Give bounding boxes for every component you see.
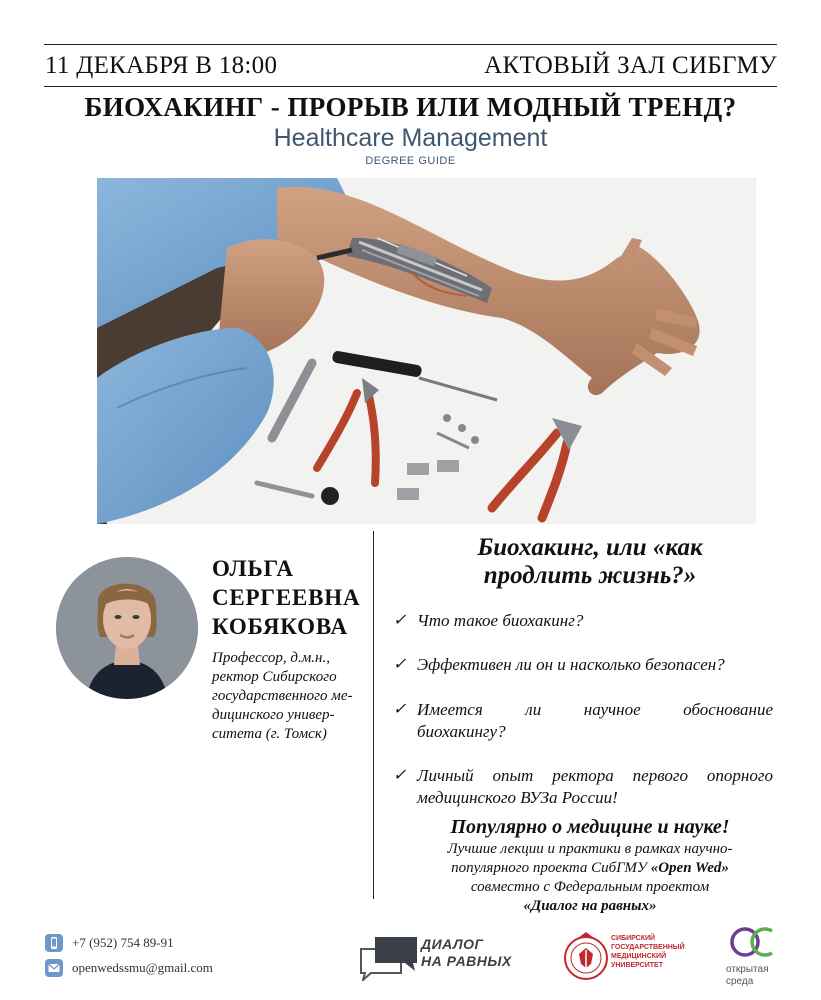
speaker-bio-line: Профессор, д.м.н.,: [212, 650, 330, 666]
event-date: 11 ДЕКАБРЯ В 18:00: [45, 52, 278, 79]
speaker-bio-line: дицинского универ-: [212, 707, 335, 723]
watermark-title: Healthcare Management: [273, 124, 548, 152]
question-text: Что такое биохакинг?: [417, 611, 584, 630]
check-icon: ✓: [393, 656, 407, 673]
subtext-line: Лучшие лекции и практики в рамках научно-: [447, 841, 733, 857]
column-divider: [373, 531, 374, 899]
speaker-bio-line: ситета (г. Томск): [212, 726, 327, 742]
project-name: «Open Wed»: [650, 860, 729, 876]
event-venue: АКТОВЫЙ ЗАЛ СИБГМУ: [484, 52, 777, 79]
question-text: Личный опыт ректора первого опорного: [417, 766, 773, 785]
header-bottom-rule: [44, 86, 777, 87]
speaker-name-last: КОБЯКОВА: [212, 614, 348, 639]
email-address[interactable]: openwedssmu@gmail.com: [72, 960, 213, 975]
biohacking-photo: [97, 178, 756, 524]
subtext-line: совместно с Федеральным проектом: [470, 879, 710, 895]
speaker-name-patronymic: СЕРГЕЕВНА: [212, 585, 361, 610]
question-item: [393, 654, 773, 676]
open-environment-line1: открытая: [726, 964, 769, 975]
talk-title-line: продлить жизнь?»: [483, 562, 697, 589]
check-icon: ✓: [393, 701, 407, 718]
mail-icon: [45, 959, 63, 977]
open-environment-rings-icon: [728, 922, 778, 962]
speaker-name-first: ОЛЬГА: [212, 556, 294, 581]
subtext-line: [380, 859, 800, 878]
dialog-logo: [357, 933, 527, 985]
subtext-part: популярного проекта СибГМУ: [451, 860, 647, 876]
question-text: Имеется ли научное обоснование: [417, 700, 773, 719]
speaker-bio-line: государственного ме-: [212, 688, 353, 704]
slogan: Популярно о медицине и науке!: [450, 816, 730, 838]
question-text: биохакингу?: [417, 722, 506, 741]
university-name-line: УНИВЕРСИТЕТ: [611, 962, 663, 969]
dialog-logo-line2: НА РАВНЫХ: [421, 953, 512, 969]
university-name-line: МЕДИЦИНСКИЙ: [611, 953, 667, 960]
phone-icon: [45, 934, 63, 952]
open-environment-line2: среда: [726, 976, 754, 987]
check-icon: ✓: [393, 767, 407, 784]
university-logo: [563, 928, 703, 986]
top-rule: [44, 44, 777, 45]
check-icon: ✓: [393, 612, 407, 629]
speaker-bio-line: ректор Сибирского: [212, 669, 337, 685]
question-item: [393, 699, 773, 743]
speaker-bio: [212, 649, 366, 744]
speaker-avatar: [56, 557, 198, 699]
talk-title-line: Биохакинг, или «как: [477, 534, 703, 561]
university-name-line: СИБИРСКИЙ: [611, 935, 656, 942]
university-emblem-icon: [563, 928, 609, 984]
question-text: Эффективен ли он и насколько безопасен?: [417, 655, 725, 674]
question-text: медицинского ВУЗа России!: [417, 788, 618, 807]
watermark-subtitle: DEGREE GUIDE: [365, 155, 456, 167]
university-name-line: ГОСУДАРСТВЕННЫЙ: [611, 944, 685, 951]
phone-number[interactable]: +7 (952) 754 89-91: [72, 935, 174, 950]
open-environment-logo: [724, 922, 784, 992]
dialog-bubble-icon: [357, 933, 419, 981]
poster-title: БИОХАКИНГ - ПРОРЫВ ИЛИ МОДНЫЙ ТРЕНД?: [84, 92, 737, 122]
question-item: [393, 765, 773, 809]
dialog-logo-line1: ДИАЛОГ: [421, 936, 484, 952]
federal-project-name: «Диалог на равных»: [523, 898, 657, 914]
question-item: [393, 610, 773, 632]
